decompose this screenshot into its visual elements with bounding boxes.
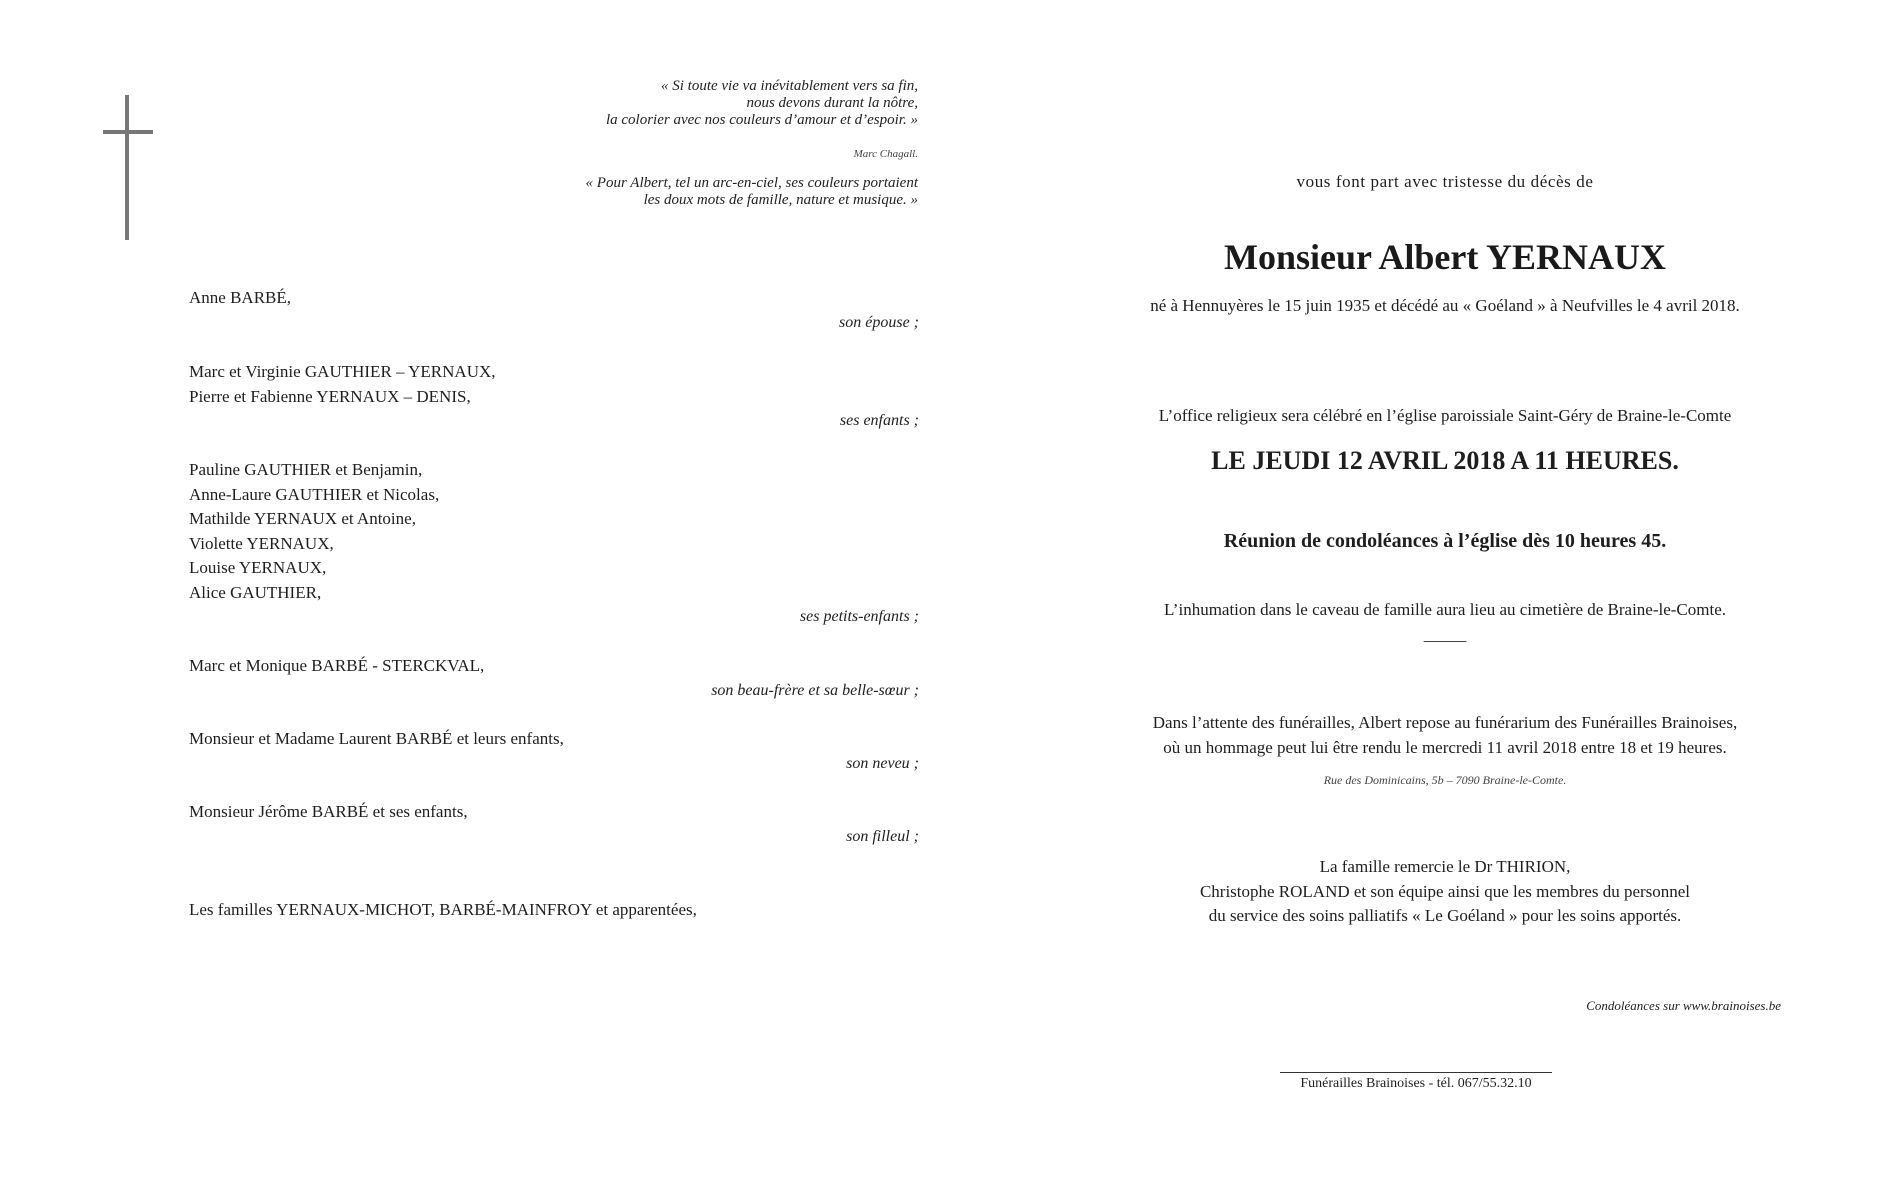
quote-line: nous devons durant la nôtre, xyxy=(746,95,918,111)
separator: _____ xyxy=(1423,625,1467,644)
family-relation: ses petits-enfants ; xyxy=(799,608,919,625)
birth-death-line: né à Hennuyères le 15 juin 1935 et décédé au « Goéland » à Neufvilles le 4 avril 2018. xyxy=(1150,296,1740,315)
cross-horizontal-bar xyxy=(103,130,153,134)
condolences-line: Réunion de condoléances à l’église dès 10 heures 45. xyxy=(1223,530,1667,552)
family-relation: ses enfants ; xyxy=(839,412,919,429)
family-group-in-laws xyxy=(189,654,919,703)
family-name: Marc et Monique BARBÉ - STERCKVAL, xyxy=(189,656,485,675)
thanks-line: La famille remercie le Dr THIRION, xyxy=(1319,857,1571,876)
family-list xyxy=(189,0,919,1177)
thanks-paragraph xyxy=(1060,855,1830,929)
family-name: Les familles YERNAUX-MICHOT, BARBÉ-MAINFROY et apparentées, xyxy=(189,900,697,919)
family-group-relatives xyxy=(189,898,919,923)
family-group-spouse xyxy=(189,286,919,335)
thanks-line: Christophe ROLAND et son équipe ainsi que les membres du personnel xyxy=(1199,881,1691,901)
family-name: Marc et Virginie GAUTHIER – YERNAUX, xyxy=(189,362,496,381)
quote-author: Marc Chagall. xyxy=(853,148,918,160)
funeral-home-paragraph xyxy=(1060,710,1830,760)
funeral-home-address: Rue des Dominicains, 5b – 7090 Braine-le-Comte. xyxy=(1323,773,1567,787)
family-relation: son beau-frère et sa belle-sœur ; xyxy=(711,681,919,699)
family-relation: son épouse ; xyxy=(839,313,919,331)
family-name: Pierre et Fabienne YERNAUX – DENIS, xyxy=(189,386,471,406)
family-name: Pauline GAUTHIER et Benjamin, xyxy=(189,460,423,479)
funeral-home-line: Dans l’attente des funérailles, Albert repose au funérarium des Funérailles Brainoises, xyxy=(1152,713,1738,732)
family-name: Alice GAUTHIER, xyxy=(189,582,322,602)
family-group-nephew xyxy=(189,727,919,776)
family-group-children xyxy=(189,360,919,433)
family-name: Louise YERNAUX, xyxy=(189,558,327,577)
funeral-date: LE JEUDI 12 AVRIL 2018 A 11 HEURES. xyxy=(1211,446,1679,475)
burial-line: L’inhumation dans le caveau de famille aura lieu au cimetière de Braine-le-Comte. xyxy=(1163,600,1727,619)
online-condolences-link[interactable]: Condoléances sur www.brainoises.be xyxy=(1586,998,1781,1013)
family-name: Monsieur et Madame Laurent BARBÉ et leurs enfants, xyxy=(189,729,564,748)
quote-line: « Pour Albert, tel un arc-en-ciel, ses couleurs portaient xyxy=(585,175,918,191)
thanks-line: du service des soins palliatifs « Le Goéland » pour les soins apportés. xyxy=(1208,906,1682,925)
cross-icon xyxy=(103,95,153,240)
family-relation: son neveu ; xyxy=(846,754,919,772)
family-relation: son filleul ; xyxy=(846,827,919,845)
family-group-grandchildren xyxy=(189,458,919,629)
quote-line: « Si toute vie va inévitablement vers sa fin, xyxy=(660,78,918,94)
family-group-godson xyxy=(189,800,919,849)
deceased-name: Monsieur Albert YERNAUX xyxy=(1224,237,1666,277)
family-name: Anne BARBÉ, xyxy=(189,288,291,307)
funeral-service-line: L’office religieux sera célébré en l’église paroissiale Saint-Géry de Braine-le-Comte xyxy=(1158,406,1732,425)
funeral-director-footer: Funérailles Brainoises - tél. 067/55.32.10 xyxy=(1280,1072,1552,1092)
funeral-home-line: où un hommage peut lui être rendu le mercredi 11 avril 2018 entre 18 et 19 heures. xyxy=(1163,738,1727,757)
family-name: Monsieur Jérôme BARBÉ et ses enfants, xyxy=(189,802,468,821)
quote-line: les doux mots de famille, nature et musique. » xyxy=(643,192,918,208)
announcement-intro: vous font part avec tristesse du décès de xyxy=(1296,172,1594,191)
cross-vertical-bar xyxy=(125,95,129,240)
family-name: Violette YERNAUX, xyxy=(189,533,334,553)
family-name: Mathilde YERNAUX et Antoine, xyxy=(189,509,416,528)
family-name: Anne-Laure GAUTHIER et Nicolas, xyxy=(189,484,440,504)
quote-line: la colorier avec nos couleurs d’amour et d’espoir. » xyxy=(605,112,918,128)
